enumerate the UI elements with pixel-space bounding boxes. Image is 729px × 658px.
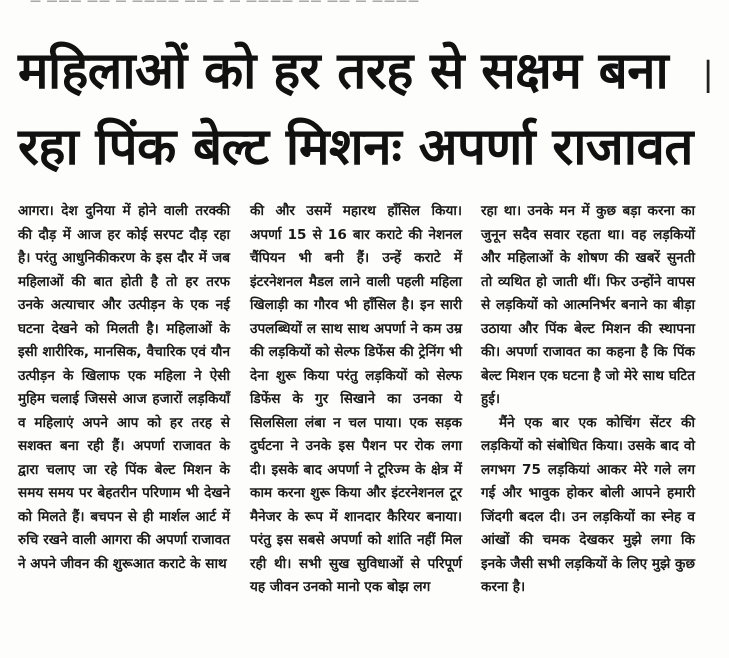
article-column-2 [250, 200, 462, 600]
cutoff-text-decoration: — ——— —— — ———— —— — — ———— —— —— — ———— [30, 0, 420, 7]
column-1-paragraph [18, 200, 230, 576]
previous-article-cutoff-strip [0, 0, 720, 10]
adjacent-column-edge: ▏ [707, 60, 729, 93]
column-3-paragraph-2: मैंने एक बार एक कोचिंग सेंटर की लड़कियों को संबोधित किया। उसके बाद वो लगभग 75 लड़कियां आकर मेरे गले लग गई और भावुक होकर बोली आपने हमारी जिंदगी बदल दी। उन लड़कियों का स्नेह व आंखों की चमक देखकर मुझे लगा कि इनके जैसी सभी लड़कियों के लिए मुझे कुछ करना है। [481, 414, 695, 595]
column-1-text: देश दुनिया में होने वाली तरक्की की दौड़ में आज हर कोई सरपट दौड़ रहा है। परंतु आधुनिकीकरण के इस दौर में जब महिलाओं की बात होती है तो हर तरफ उनके अत्याचार और उत्पीड़न के एक नई घटना देखने को मिलती है। महिलाओं के इसी शारीरिक, मानसिक, वैचारिक एवं यौन उत्पीड़न के खिलाफ एक महिला ने ऐसी मुहिम चलाई जिससे आज हजारों लड़कियाँ व महिलाएं अपने आप को हर तरह से सशक्त बना रही हैं। अपर्णा राजावत के द्वारा चलाए जा रहे पिंक बेल्ट मिशन के समय समय पर बेहतरीन परिणाम भी देखने को मिलते हैं। बचपन से ही मार्शल आर्ट में रुचि रखने वाली आगरा की अपर्णा राजावत ने अपने जीवन की शुरूआत कराटे के साथ [18, 203, 230, 572]
column-3-paragraph-1: रहा था। उनके मन में कुछ बड़ा करना का जुनून सदैव सवार रहता था। वह लड़कियों और महिलाओं के शोषण की खबरें सुनती तो व्यथित हो जाती थीं। फिर उन्होंने वापस से लड़कियों को आत्मनिर्भर बनाने का बीड़ा उठाया और पिंक बेल्ट मिशन की स्थापना की। अपर्णा राजावत का कहना है कि पिंक बेल्ट मिशन एक घटना है जो मेरे साथ घटित हुई। [481, 203, 695, 407]
article-column-1 [18, 200, 230, 576]
article-headline [18, 34, 708, 186]
column-2-paragraph: की और उसमें महारथ हाँसिल किया। अपर्णा 15 से 16 बार कराटे की नेशनल चैंपियन भी बनी हैं। उन्हें कराटे में इंटरनेशनल मैडल लाने वाली पहली महिला खिलाड़ी का गौरव भी हाँसिल है। इन सारी उपलब्धियों ल साथ साथ अपर्णा ने कम उम्र की लड़कियों को सेल्फ डिफेंस की ट्रेनिंग भी देना शुरू किया परंतु लड़कियों को सेल्फ डिफेंस के गुर सिखाने का उनका ये सिलसिला लंबा न चल पाया। एक सड़क दुर्घटना ने उनके इस पैशन पर रोक लगा दी। इसके बाद अपर्णा ने टूरिज्म के क्षेत्र में काम करना शुरू किया और इंटरनेशनल टूर मैनेजर के रूप में शानदार कैरियर बनाया। परंतु इस सबसे अपर्णा को शांति नहीं मिल रही थी। सभी सुख सुविधाओं से परिपूर्ण यह जीवन उनको मानो एक बोझ लग [250, 203, 462, 595]
dateline: आगरा। [18, 203, 54, 219]
headline-line-1: महिलाओं को हर तरह से सक्षम बना [18, 42, 669, 101]
article-column-3 [481, 200, 695, 600]
headline-line-2: रहा पिंक बेल्ट मिशनः अपर्णा राजावत [18, 118, 693, 177]
